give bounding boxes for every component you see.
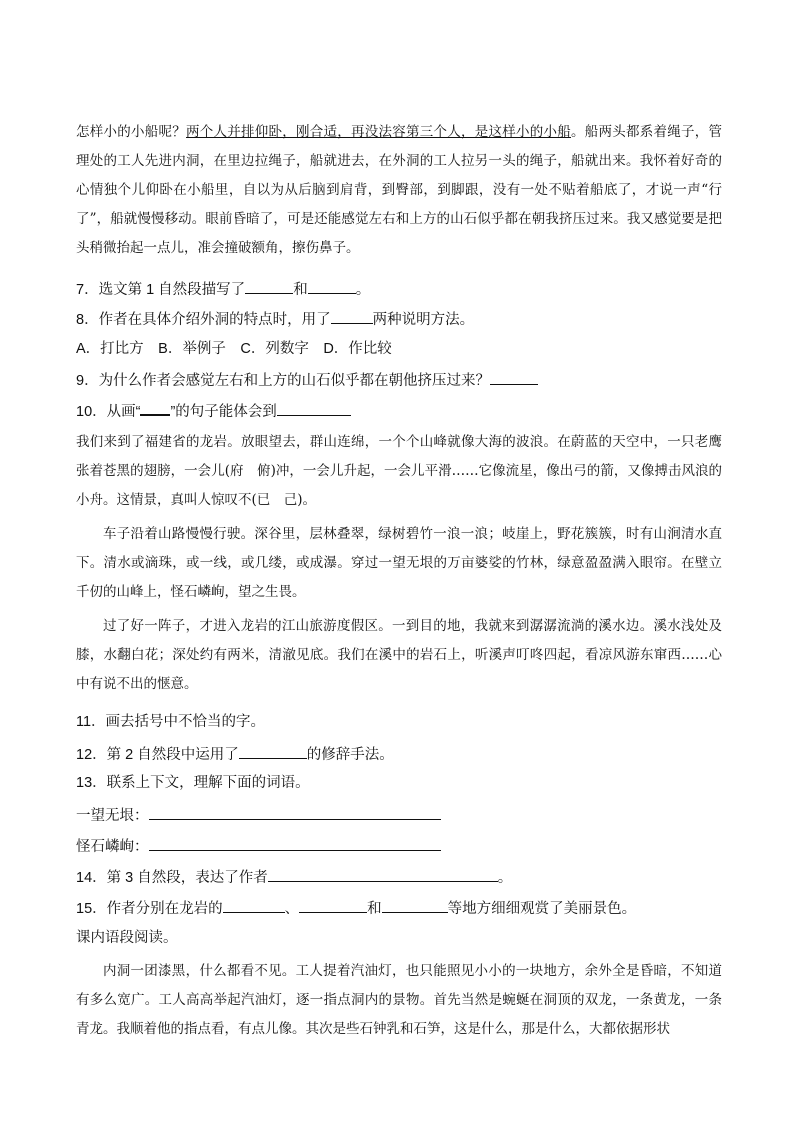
q10-text: 10．从画“ (76, 404, 141, 420)
passage-2-para-3: 过了好一阵子，才进入龙岩的江山旅游度假区。一到目的地，我就来到潺潺流淌的溪水边。溪水浅处及膝，水翻白花；深处约有两米，清澈见底。我们在溪中的岩石上，听溪声叮咚四起，看凉风游东窜西……心中有说不出的惬意。 (76, 618, 722, 692)
q8-options: A．打比方 B．举例子 C．列数字 D．作比较 (76, 341, 392, 357)
q10-blank[interactable] (277, 399, 351, 416)
q7-end: 。 (355, 282, 371, 298)
q7-and: 和 (293, 282, 308, 298)
passage-2-para-2: 车子沿着山路慢慢行驶。深谷里，层林叠翠，绿树碧竹一浪一浪；岐崖上，野花簇簇，时有山涧清水直下。清水或滴珠，或一线，或几缕，或成瀑。穿过一望无垠的万亩婆娑的竹林，绿意盈盈满入眼帘。在壁立千仞的山峰上，怪石嶙峋，望之生畏。 (76, 526, 722, 600)
question-13: 13．联系上下文，理解下面的词语。 (76, 775, 310, 791)
question-12 (76, 742, 736, 766)
question-10 (76, 398, 736, 423)
section-heading: 课内语段阅读。 (76, 930, 178, 946)
q15-blank-1[interactable] (223, 896, 285, 913)
q13-term-b-label: 怪石嶙峋： (76, 839, 149, 855)
question-8 (76, 307, 736, 331)
passage-2-para-1: 我们来到了福建省的龙岩。放眼望去，群山连绵，一个个山峰就像大海的波浪。在蔚蓝的天空中，一只老鹰张着苍黑的翅膀，一会儿(府 俯)冲，一会儿升起，一会儿平滑……它像流星，像出弓的箭，又像搏击风浪的小舟。这情景，真叫人惊叹不(已 己)。 (76, 434, 722, 508)
q10-underline-mark (140, 398, 170, 416)
q14-end: 。 (497, 870, 513, 886)
question-11: 11．画去括号中不恰当的字。 (76, 714, 266, 730)
q15-sep-1: 、 (284, 901, 300, 917)
q14-text: 14．第 3 自然段，表达了作者 (76, 870, 268, 886)
q15-blank-2[interactable] (299, 896, 367, 913)
passage-1-lead: 怎样小的小船呢？ (76, 124, 186, 140)
q7-text: 7．选文第 1 自然段描写了 (76, 282, 246, 298)
passage-1-rest: 。船两头都系着绳子，管理处的工人先进内洞，在里边拉绳子，船就进去，在外洞的工人拉另一头的绳子，船就出来。我怀着好奇的心情独个儿仰卧在小船里，自以为从后脑到肩背，到臀部，到脚跟，没有一处不贴着船底了，才说一声“行了”，船就慢慢移动。眼前昏暗了，可是还能感觉左右和上方的山石似乎都在朝我挤压过来。我又感觉要是把头稍微抬起一点儿，准会撞破额角，擦伤鼻子。 (76, 124, 722, 256)
q9-blank[interactable] (490, 368, 538, 385)
q9-text: 9．为什么作者会感觉左右和上方的山石似乎都在朝他挤压过来？ (76, 373, 491, 389)
passage-3: 内洞一团漆黑，什么都看不见。工人提着汽油灯，也只能照见小小的一块地方，余外全是昏暗，不知道有多么宽广。工人高高举起汽油灯，逐一指点洞内的景物。首先当然是蜿蜒在洞顶的双龙，一条黄龙，一条青龙。我顺着他的指点看，有点儿像。其次是些石钟乳和石笋，这是什么，那是什么，大都依据形状 (76, 963, 722, 1037)
passage-1 (76, 118, 722, 263)
q15-text: 15．作者分别在龙岩的 (76, 901, 223, 917)
q8-text: 8．作者在具体介绍外洞的特点时，用了 (76, 312, 331, 328)
q14-blank[interactable] (268, 865, 498, 882)
q15-sep-2: 和 (367, 901, 382, 917)
q10-mid: ”的句子能体会到 (170, 404, 277, 420)
question-7 (76, 277, 736, 301)
q12-end: 的修辞手法。 (306, 747, 394, 763)
q13-term-a (76, 803, 736, 827)
question-9 (76, 368, 736, 392)
q8-blank[interactable] (331, 307, 373, 324)
q13-term-a-label: 一望无垠： (76, 808, 149, 824)
passage-1-underlined-sentence: 两个人并排仰卧，刚合适，再没法容第三个人，是这样小的小船 (186, 124, 571, 140)
q12-text: 12．第 2 自然段中运用了 (76, 747, 239, 763)
q13-term-a-blank[interactable] (149, 803, 441, 820)
q8-end: 两种说明方法。 (372, 312, 475, 328)
question-15 (76, 896, 736, 920)
question-14 (76, 865, 736, 889)
q12-blank[interactable] (239, 742, 307, 759)
q13-term-b (76, 834, 736, 858)
q15-end: 等地方细细观赏了美丽景色。 (447, 901, 637, 917)
q7-blank-2[interactable] (308, 277, 356, 294)
q13-term-b-blank[interactable] (149, 834, 441, 851)
q15-blank-3[interactable] (382, 896, 448, 913)
q7-blank-1[interactable] (245, 277, 293, 294)
